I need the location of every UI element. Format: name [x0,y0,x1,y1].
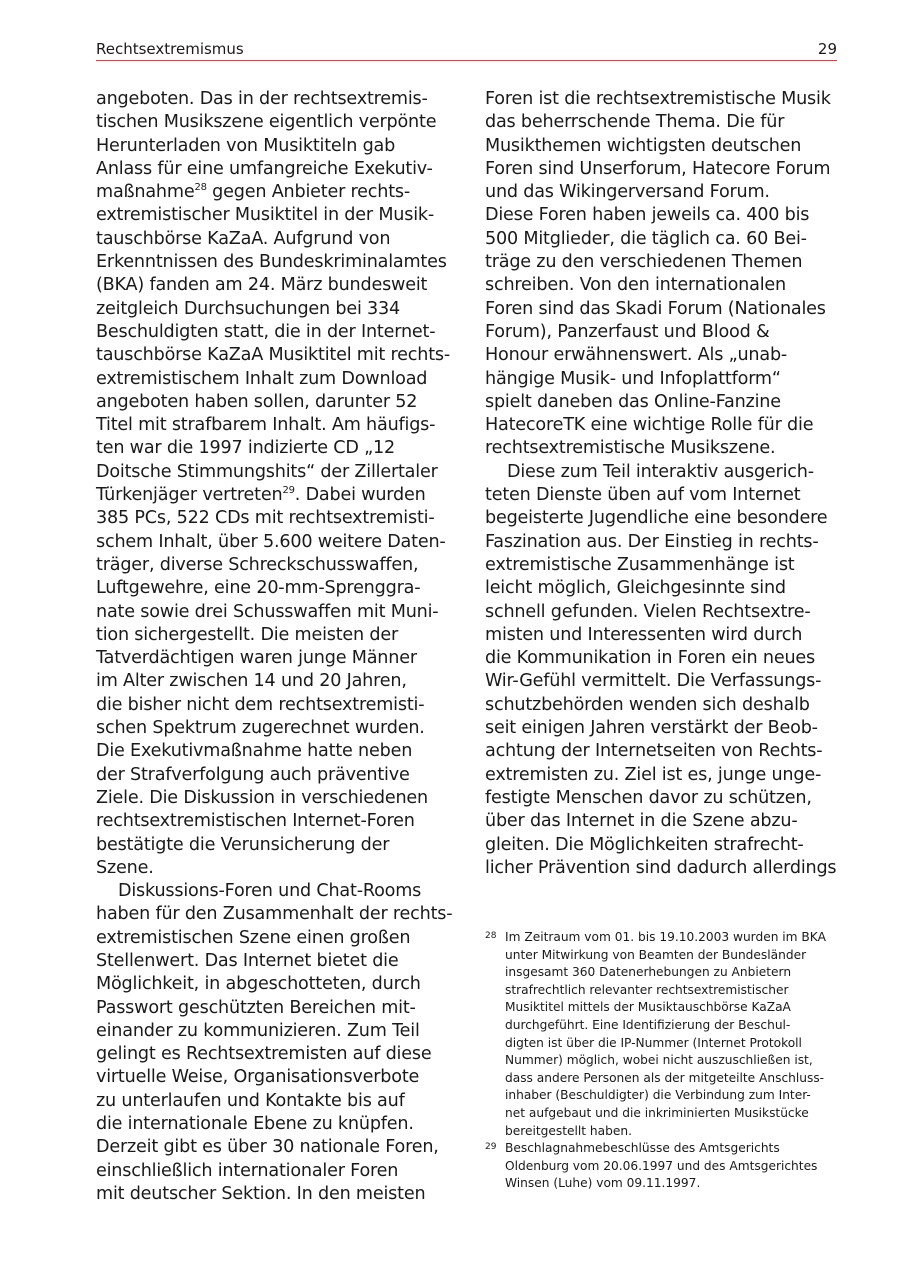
text-line: die bisher nicht dem rechtsextremisti- [96,694,425,715]
text-line: tauschbörse KaZaA. Aufgrund von [96,228,391,249]
text-line: mit deutscher Sektion. In den meisten [96,1183,426,1204]
footnote-reference: 29 [282,485,295,497]
text-line: bestätigte die Verunsicherung der [96,834,390,855]
text-line: Foren sind das Skadi Forum (Nationales [485,298,826,319]
text-line: extremistischem Inhalt zum Download [96,368,428,389]
text-line: zu unterlaufen und Kontakte bis auf [96,1090,405,1111]
text-line: virtuelle Weise, Organisationsverbote [96,1067,420,1088]
text-line: schen Spektrum zugerechnet wurden. [96,718,425,739]
text-line: nate sowie drei Schusswaffen mit Muni- [96,601,439,622]
left-text-column [96,88,456,1206]
footnote [485,1140,845,1193]
footnote-line: durchgeführt. Eine Identifizierung der Beschul- [505,1017,791,1032]
text-line: extremistischer Musiktitel in der Musik- [96,205,435,226]
text-line: einschließlich internationaler Foren [96,1160,399,1181]
text-line: extremistischen Szene einen großen [96,927,411,948]
text-line: Wir-Gefühl vermittelt. Die Verfassungs- [485,671,822,692]
text-line: Diese Foren haben jeweils ca. 400 bis [485,205,810,226]
text-line: im Alter zwischen 14 und 20 Jahren, [96,671,407,692]
text-line: Tatverdächtigen waren junge Männer [96,648,417,669]
page-header [96,38,837,61]
text-line: maßnahme$^{28}$ gegen Anbieter rechts- [96,182,411,203]
text-line: gelingt es Rechtsextremisten auf diese [96,1044,432,1065]
text-line: träger, diverse Schreckschusswaffen, [96,554,419,575]
text-line: Die Exekutivmaßnahme hatte neben [96,741,413,762]
text-line: Ziele. Die Diskussion in verschiedenen [96,787,428,808]
text-line: die Kommunikation in Foren ein neues [485,648,815,669]
text-line: hängige Musik- und Infoplattform“ [485,368,781,389]
text-line: Passwort geschützten Bereichen mit- [96,997,416,1018]
footnote-line: Oldenburg vom 20.06.1997 und des Amtsgerichtes [505,1158,818,1173]
page-number: 29 [817,40,837,58]
text-line: schem Inhalt, über 5.600 weitere Daten- [96,531,446,552]
text-line: die internationale Ebene zu knüpfen. [96,1114,414,1135]
text-line: Honour erwähnenswert. Als „unab- [485,345,788,366]
text-line: angeboten. Das in der rechtsextremis- [96,89,428,109]
text-line: tion sichergestellt. Die meisten der [96,624,399,645]
text-line: rechtsextremistische Musikszene. [485,438,776,459]
text-line: Erkenntnissen des Bundeskriminalamtes [96,252,447,273]
text-line: angeboten haben sollen, darunter 52 [96,391,418,412]
text-line: misten und Interessenten wird durch [485,624,803,645]
text-line: über das Internet in die Szene abzu- [485,811,798,832]
footnote-line: insgesamt 360 Datenerhebungen zu Anbietern [505,965,792,980]
text-line: gleiten. Die Möglichkeiten strafrecht- [485,834,804,855]
footnote [485,929,845,1140]
text-line: Türkenjäger vertreten$^{29}$. Dabei wurden [96,485,426,506]
text-line: rechtsextremistischen Internet-Foren [96,811,415,832]
footnote-line: Nummer) möglich, wobei nicht auszuschließen ist, [505,1053,813,1068]
text-line: 385 PCs, 522 CDs mit rechtsextremisti- [96,508,435,529]
text-line: extremistische Zusammenhänge ist [485,554,795,575]
text-line: festigte Menschen davor zu schützen, [485,787,812,808]
text-line: Musikthemen wichtigsten deutschen [485,135,802,156]
footnote-line: strafrechtlich relevanter rechtsextremistischer [505,982,789,997]
text-line: (BKA) fanden am 24. März bundesweit [96,275,428,296]
text-line: Herunterladen von Musiktiteln gab [96,135,396,156]
text-line: achtung der Internetseiten von Rechts- [485,741,823,762]
right-text-column [485,88,845,880]
text-line: das beherrschende Thema. Die für [485,112,785,133]
footnote-line: net aufgebaut und die inkriminierten Musikstücke [505,1105,809,1120]
text-line: licher Prävention sind dadurch allerdings [485,857,837,878]
text-line: Beschuldigten statt, die in der Internet- [96,321,436,342]
text-line: schnell gefunden. Vielen Rechtsextre- [485,601,811,622]
text-line: Anlass für eine umfangreiche Exekutiv- [96,158,433,179]
footnote-line: unter Mitwirkung von Beamten der Bundesländer [505,947,807,962]
footnote-line: Musiktitel mittels der Musiktauschbörse KaZaA [505,1000,791,1015]
text-line: Titel mit strafbarem Inhalt. Am häufigs- [96,415,436,436]
text-line: Foren sind Unserforum, Hatecore Forum [485,158,831,179]
footnotes [485,929,845,1193]
text-line: Szene. [96,857,154,878]
text-line: schreiben. Von den internationalen [485,275,786,296]
footnote-reference: 28 [194,182,207,194]
text-line: Foren ist die rechtsextremistische Musik [485,89,831,109]
footnote-line: Beschlagnahmebeschlüsse des Amtsgerichts [505,1141,780,1156]
text-line: träge zu den verschiedenen Themen [485,252,803,273]
footnote-line: bereitgestellt haben. [505,1123,632,1138]
text-line: einander zu kommunizieren. Zum Teil [96,1020,420,1041]
text-line: Doitsche Stimmungshits“ der Zillertaler [96,461,438,482]
text-line: haben für den Zusammenhalt der rechts- [96,904,453,925]
text-line: spielt daneben das Online-Fanzine [485,391,781,412]
text-line: tauschbörse KaZaA Musiktitel mit rechts- [96,345,451,366]
text-line: tischen Musikszene eigentlich verpönte [96,112,437,133]
text-line: leicht möglich, Gleichgesinnte sind [485,578,786,599]
text-line: der Strafverfolgung auch präventive [96,764,410,785]
text-line: Diese zum Teil interaktiv ausgerich- [507,461,814,482]
text-line: ten war die 1997 indizierte CD „12 [96,438,396,459]
text-line: begeisterte Jugendliche eine besondere [485,508,828,529]
footnote-line: inhaber (Beschuldigter) die Verbindung zum Inter- [505,1088,811,1103]
text-line: 500 Mitglieder, die täglich ca. 60 Bei- [485,228,807,249]
text-line: Forum), Panzerfaust und Blood & [485,321,770,342]
footnote-line: dass andere Personen als der mitgeteilte Anschluss- [505,1070,825,1085]
text-line: Luftgewehre, eine 20-mm-Sprenggra- [96,578,421,599]
text-line: zeitgleich Durchsuchungen bei 334 [96,298,401,319]
text-line: teten Dienste üben auf vom Internet [485,485,801,506]
text-line: seit einigen Jahren verstärkt der Beob- [485,718,818,739]
text-line: Möglichkeit, in abgeschotteten, durch [96,974,421,995]
footnote-number: 29 [485,1142,497,1153]
text-line: Derzeit gibt es über 30 nationale Foren, [96,1137,439,1158]
running-title: Rechtsextremismus [96,40,244,58]
text-line: Diskussions-Foren und Chat-Rooms [118,881,422,902]
footnote-line: Im Zeitraum vom 01. bis 19.10.2003 wurden im BKA [505,930,826,944]
text-line: und das Wikingerversand Forum. [485,182,770,203]
text-line: extremisten zu. Ziel ist es, junge unge- [485,764,822,785]
footnote-line: digten ist über die IP-Nummer (Internet Protokoll [505,1035,802,1050]
footnote-number: 28 [485,931,497,941]
footnote-line: Winsen (Luhe) vom 09.11.1997. [505,1176,701,1191]
text-line: HatecoreTK eine wichtige Rolle für die [485,415,814,436]
text-line: Stellenwert. Das Internet bietet die [96,950,399,971]
text-line: Faszination aus. Der Einstieg in rechts- [485,531,819,552]
text-line: schutzbehörden wenden sich deshalb [485,694,810,715]
